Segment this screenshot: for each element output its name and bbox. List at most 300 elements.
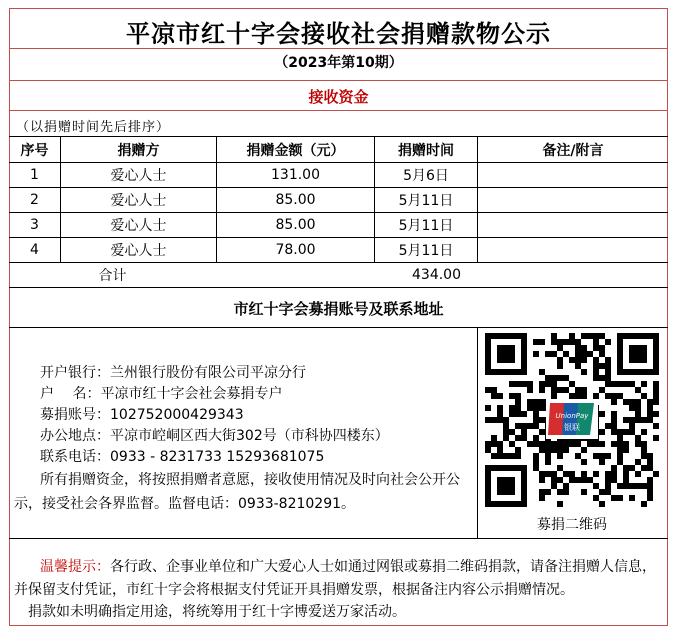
qr-module (581, 357, 587, 363)
qr-module (605, 339, 611, 345)
qr-module (527, 423, 533, 429)
row-date: 5月11日 (398, 243, 454, 259)
qr-module (593, 453, 599, 459)
section-line (9, 538, 668, 539)
qr-module (629, 399, 635, 405)
qr-module (539, 447, 545, 453)
qr-module (491, 393, 497, 399)
qr-module (533, 441, 539, 447)
qr-module (545, 351, 551, 357)
qr-module (647, 495, 653, 501)
qr-module (641, 381, 647, 387)
row-donor: 爱心人士 (110, 218, 167, 234)
qr-module (635, 471, 641, 477)
qr-module (533, 423, 539, 429)
qr-module (635, 459, 641, 465)
qr-module (563, 351, 569, 357)
qr-module (485, 417, 491, 423)
qr-module (551, 483, 557, 489)
qr-module (629, 417, 635, 423)
qr-module (635, 399, 641, 405)
qr-module (551, 387, 557, 393)
qr-module (581, 459, 587, 465)
qr-module (575, 357, 581, 363)
qr-module (629, 345, 647, 363)
qr-module (623, 447, 629, 453)
qr-module (635, 417, 641, 423)
qr-module (605, 423, 611, 429)
qr-module (491, 441, 497, 447)
qr-module (545, 453, 551, 459)
qr-module (497, 417, 503, 423)
qr-module (557, 387, 563, 393)
qr-module (533, 435, 539, 441)
qr-module (611, 411, 617, 417)
qr-module (521, 411, 527, 417)
qr-module (599, 333, 605, 339)
qr-module (497, 345, 515, 363)
qr-module (485, 447, 491, 453)
qr-module (593, 333, 599, 339)
qr-module (623, 429, 629, 435)
qr-module (623, 399, 629, 405)
qr-module (641, 483, 647, 489)
qr-module (605, 393, 611, 399)
row-date: 5月6日 (403, 168, 449, 184)
qr-module (515, 423, 521, 429)
qr-module (497, 405, 503, 411)
qr-module (641, 447, 647, 453)
row-amount: 78.00 (275, 242, 316, 258)
qr-module (521, 429, 527, 435)
qr-module (545, 471, 551, 477)
qr-module (539, 429, 545, 435)
qr-module (539, 387, 545, 393)
qr-module (635, 411, 641, 417)
qr-module (557, 339, 563, 345)
qr-module (599, 441, 605, 447)
qr-module (641, 429, 647, 435)
qr-module (569, 333, 575, 339)
qr-module (509, 405, 515, 411)
total-label: 合计 (98, 268, 127, 284)
qr-module (629, 423, 635, 429)
tips-usage-note: 捐款如未明确指定用途，将统筹用于红十字博爱送万家活动。 (28, 604, 406, 620)
qr-module (575, 453, 581, 459)
qr-module (539, 471, 545, 477)
unionpay-text: UnionPay (555, 412, 589, 420)
qr-module (503, 429, 509, 435)
qr-module (605, 477, 611, 483)
qr-module (629, 483, 635, 489)
row-date: 5月11日 (398, 193, 454, 209)
qr-module (617, 447, 623, 453)
qr-module (563, 387, 569, 393)
qr-module (533, 339, 539, 345)
qr-module (653, 399, 659, 405)
qr-module (569, 393, 575, 399)
qr-module (611, 429, 617, 435)
unionpay-logo (546, 399, 598, 439)
qr-module (515, 453, 521, 459)
qr-module (551, 333, 557, 339)
qr-module (581, 333, 587, 339)
qr-module (605, 369, 611, 375)
section-funds-title: 接收资金 (308, 88, 369, 106)
qr-module (503, 423, 509, 429)
qr-module (605, 489, 611, 495)
row-donor: 爱心人士 (110, 193, 167, 209)
qr-module (497, 441, 503, 447)
qr-module (599, 459, 605, 465)
bank-line: 开户银行：兰州银行股份有限公司平凉分行 (40, 365, 306, 381)
qr-module (503, 453, 509, 459)
qr-module (629, 495, 635, 501)
qr-module (593, 441, 599, 447)
row-date: 5月11日 (398, 218, 454, 234)
qr-module (563, 375, 569, 381)
qr-module (611, 465, 617, 471)
qr-module (653, 393, 659, 399)
qr-caption: 募捐二维码 (537, 517, 607, 533)
qr-module (563, 471, 569, 477)
qr-module (635, 387, 641, 393)
qr-module (533, 411, 539, 417)
page-title: 平凉市红十字会接收社会捐赠款物公示 (126, 20, 551, 48)
donation-qr-code (482, 331, 662, 509)
qr-module (575, 477, 581, 483)
qr-module (587, 477, 593, 483)
qr-module (623, 465, 629, 471)
qr-module (635, 435, 641, 441)
qr-module (581, 393, 587, 399)
qr-module (557, 465, 563, 471)
qr-module (545, 447, 551, 453)
qr-module (641, 465, 647, 471)
qr-module (593, 369, 599, 375)
qr-module (557, 345, 563, 351)
qr-module (509, 453, 515, 459)
qr-module (545, 381, 551, 387)
qr-module (521, 435, 527, 441)
row-no: 3 (30, 217, 39, 233)
qr-module (575, 339, 581, 345)
qr-module (647, 399, 653, 405)
qr-module (551, 447, 557, 453)
row-note (478, 163, 668, 187)
qr-module (605, 453, 611, 459)
qr-module (605, 471, 611, 477)
qr-module (551, 477, 557, 483)
row-amount: 85.00 (275, 217, 316, 233)
qr-module (653, 471, 659, 477)
qr-module (539, 495, 545, 501)
qr-module (569, 339, 575, 345)
qr-module (575, 387, 581, 393)
qr-module (653, 387, 659, 393)
qr-module (623, 417, 629, 423)
qr-module (521, 423, 527, 429)
qr-module (593, 339, 599, 345)
tips-text: 各行政、企事业单位和广大爱心人士如通过网银或募捐二维码捐款，请备注捐赠人信息，并保留支付凭证，市红十字会将根据支付凭证开具捐赠发票，根据备注内容公示捐赠情况。 (14, 559, 656, 598)
qr-module (539, 417, 545, 423)
qr-module (545, 441, 551, 447)
qr-module (581, 345, 587, 351)
qr-module (497, 447, 503, 453)
qr-module (611, 393, 617, 399)
qr-module (503, 435, 509, 441)
table-line (9, 287, 668, 288)
qr-module (593, 483, 599, 489)
qr-module (605, 381, 611, 387)
holder-line: 户 名：平凉市红十字会社会募捐专户 (40, 386, 283, 402)
qr-module (497, 477, 515, 495)
row-no: 2 (30, 192, 39, 208)
qr-module (647, 453, 653, 459)
qr-module (605, 357, 611, 363)
qr-module (641, 441, 647, 447)
row-amount: 85.00 (275, 192, 316, 208)
qr-module (641, 417, 647, 423)
qr-module (647, 411, 653, 417)
qr-module (605, 363, 611, 369)
qr-module (557, 357, 563, 363)
qr-module (509, 393, 515, 399)
qr-module (563, 483, 569, 489)
qr-module (527, 387, 533, 393)
qr-module (581, 447, 587, 453)
qr-module (515, 447, 521, 453)
qr-module (593, 393, 599, 399)
qr-module (533, 399, 539, 405)
qr-module (611, 417, 617, 423)
qr-module (533, 453, 539, 459)
row-amount: 131.00 (271, 167, 320, 183)
qr-module (539, 369, 545, 375)
qr-module (545, 459, 551, 465)
account-number-line: 募捐账号：102752000429343 (40, 407, 244, 423)
qr-module (635, 405, 641, 411)
qr-module (587, 333, 593, 339)
qr-module (539, 477, 545, 483)
row-no: 4 (30, 242, 39, 258)
qr-module (575, 351, 581, 357)
qr-module (581, 351, 587, 357)
disclosure-text: 所有捐赠资金，将按照捐赠者意愿，接收使用情况及时向社会公开公示，接受社会各界监督。监督电话：0933-8210291。 (14, 472, 460, 512)
qr-module (497, 411, 503, 417)
qr-module (569, 441, 575, 447)
qr-module (629, 405, 635, 411)
qr-module (599, 375, 605, 381)
qr-module (497, 453, 503, 459)
qr-module (551, 339, 557, 345)
qr-module (617, 495, 623, 501)
qr-module (587, 351, 593, 357)
qr-module (485, 405, 491, 411)
divider (9, 110, 668, 111)
qr-module (527, 441, 533, 447)
qr-module (557, 477, 563, 483)
qr-module (533, 405, 539, 411)
qr-module (551, 441, 557, 447)
qr-module (491, 435, 497, 441)
qr-module (533, 417, 539, 423)
qr-module (581, 387, 587, 393)
qr-module (575, 363, 581, 369)
qr-module (647, 459, 653, 465)
qr-module (653, 381, 659, 387)
qr-module (605, 483, 611, 489)
qr-module (605, 375, 611, 381)
qr-module (599, 489, 605, 495)
qr-module (509, 381, 515, 387)
qr-module (557, 375, 563, 381)
qr-module (575, 441, 581, 447)
qr-module (563, 489, 569, 495)
qr-module (527, 399, 533, 405)
qr-module (509, 441, 515, 447)
qr-module (647, 417, 653, 423)
qr-module (563, 339, 569, 345)
total-value: 434.00 (412, 267, 461, 283)
qr-module (515, 405, 521, 411)
qr-module (509, 429, 515, 435)
row-note (478, 213, 668, 237)
qr-module (581, 471, 587, 477)
qr-module (623, 441, 629, 447)
qr-module (635, 441, 641, 447)
qr-module (515, 411, 521, 417)
qr-module (599, 351, 605, 357)
qr-module (563, 441, 569, 447)
qr-module (569, 471, 575, 477)
qr-module (647, 483, 653, 489)
qr-module (515, 399, 521, 405)
qr-module (551, 375, 557, 381)
qr-module (539, 441, 545, 447)
divider (9, 80, 668, 81)
qr-module (641, 393, 647, 399)
qr-module (539, 381, 545, 387)
qr-module (647, 477, 653, 483)
qr-module (599, 429, 605, 435)
unionpay-cn-text: 银联 (564, 423, 580, 432)
qr-module (581, 369, 587, 375)
row-note (478, 188, 668, 212)
qr-module (617, 393, 623, 399)
qr-module (641, 453, 647, 459)
qr-module (521, 381, 527, 387)
qr-module (545, 489, 551, 495)
qr-module (599, 411, 605, 417)
qr-module (557, 489, 563, 495)
header-no: 序号 (20, 142, 49, 159)
qr-module (503, 417, 509, 423)
row-no: 1 (30, 167, 39, 183)
qr-module (617, 441, 623, 447)
qr-module (545, 375, 551, 381)
qr-module (539, 405, 545, 411)
qr-module (611, 423, 617, 429)
qr-module (515, 381, 521, 387)
qr-module (623, 381, 629, 387)
qr-module (647, 405, 653, 411)
qr-module (599, 453, 605, 459)
qr-module (533, 351, 539, 357)
qr-module (551, 381, 557, 387)
header-amount: 捐赠金额（元） (246, 142, 345, 159)
qr-module (617, 459, 623, 465)
qr-module (551, 393, 557, 399)
qr-module (491, 417, 497, 423)
qr-module (539, 399, 545, 405)
qr-module (557, 441, 563, 447)
qr-module (557, 447, 563, 453)
tips-label: 温馨提示： (40, 559, 110, 575)
qr-module (653, 411, 659, 417)
qr-module (635, 483, 641, 489)
qr-module (599, 501, 605, 507)
qr-module (611, 495, 617, 501)
qr-module (575, 393, 581, 399)
qr-module (527, 381, 533, 387)
qr-module (611, 441, 617, 447)
qr-module (611, 477, 617, 483)
qr-module (527, 405, 533, 411)
row-donor: 爱心人士 (110, 168, 167, 184)
qr-module (629, 381, 635, 387)
header-date: 捐赠时间 (398, 142, 454, 159)
qr-module (569, 381, 575, 387)
qr-module (575, 345, 581, 351)
qr-module (617, 435, 623, 441)
divider (9, 48, 668, 49)
qr-module (593, 345, 599, 351)
qr-module (641, 501, 647, 507)
order-note: （以捐赠时间先后排序） (16, 120, 171, 135)
qr-module (653, 423, 659, 429)
qr-module (485, 441, 491, 447)
qr-module (617, 381, 623, 387)
qr-module (593, 363, 599, 369)
qr-module (491, 387, 497, 393)
qr-module (623, 471, 629, 477)
qr-module (611, 399, 617, 405)
qr-module (557, 363, 563, 369)
phone-line: 联系电话：0933 - 8231733 15293681075 (40, 449, 325, 465)
qr-module (563, 447, 569, 453)
qr-module (491, 453, 497, 459)
qr-module (647, 489, 653, 495)
qr-module (599, 387, 605, 393)
qr-module (557, 501, 563, 507)
qr-module (623, 477, 629, 483)
qr-module (599, 363, 605, 369)
header-note: 备注/附言 (542, 142, 604, 159)
qr-module (569, 357, 575, 363)
qr-module (515, 393, 521, 399)
qr-module (539, 339, 545, 345)
qr-module (587, 441, 593, 447)
row-note (478, 238, 668, 262)
issue-period: （2023年第10期） (274, 55, 403, 71)
address-line: 办公地点：平凉市崆峒区西大街302号（市科协四楼东） (40, 428, 389, 444)
qr-module (593, 495, 599, 501)
qr-module (569, 477, 575, 483)
qr-module (515, 435, 521, 441)
qr-module (551, 471, 557, 477)
qr-module (617, 429, 623, 435)
